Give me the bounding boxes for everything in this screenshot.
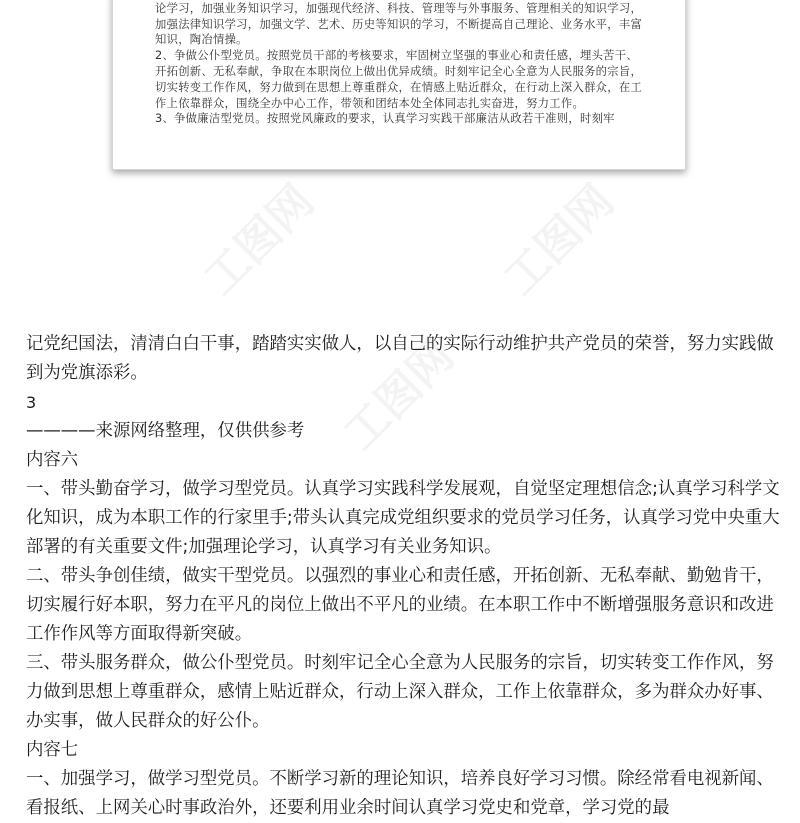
paragraph: 一、带头勤奋学习，做学习型党员。认真学习实践科学发展观，自觉坚定理想信念;认真学习科学文化知识，成为本职工作的行家里手;带头认真完成党组织要求的党员学习任务，认真学习党中央重大部署的有关重要文件;加强理论学习，认真学习有关业务知识。 <box>26 479 780 557</box>
paragraph: 一、加强学习，做学习型党员。不断学习新的理论知识，培养良好学习习惯。除经常看电视新闻、看报纸、上网关心时事政治外，还要利用业余时间认真学习党史和党章，学习党的最 <box>26 769 774 818</box>
paragraph-continuation: 记党纪国法，清清白白干事，踏踏实实做人，以自己的实际行动维护共产党员的荣誉，努力实践做到为党旗添彩。 <box>26 334 774 383</box>
preview-text <box>155 0 647 127</box>
page-number: 3 <box>26 393 37 412</box>
paragraph: 二、带头争创佳绩，做实干型党员。以强烈的事业心和责任感，开拓创新、无私奉献、勤勉肯干，切实履行好本职，努力在平凡的岗位上做出不平凡的业绩。在本职工作中不断增强服务意识和改进工作作风等方面取得新突破。 <box>26 566 774 644</box>
preview-paragraph-1: 论学习，加强业务知识学习，加强现代经济、科技、管理等与外事服务、管理相关的知识学习，加强法律知识学习，加强文学、艺术、历史等知识的学习，不断提高自己理论、业务水平，丰富知识，陶冶情操。 <box>155 1 643 47</box>
source-note: ————来源网络整理，仅供供参考 <box>26 421 305 441</box>
embedded-document-preview <box>112 0 686 170</box>
document-body <box>26 330 782 823</box>
preview-paragraph-3: 3、争做廉洁型党员。按照党风廉政的要求，认真学习实践干部廉洁从政若干准则，时刻牢 <box>155 112 615 126</box>
section-heading: 内容七 <box>26 740 79 760</box>
watermark: 工图网 <box>194 175 324 305</box>
preview-paragraph-2: 2、争做公仆型党员。按照党员干部的考核要求，牢固树立坚强的事业心和责任感，埋头苦干、开拓创新、无私奉献，争取在本职岗位上做出优异成绩。时刻牢记全心全意为人民服务的宗旨，切实转变工作作风，努力做到在思想上尊重群众，在情感上贴近群众，在行动上深入群众，在工作上依靠群众，围绕全办中心工作，带领和团结本处全体同志扎实奋进，努力工作。 <box>155 49 643 110</box>
watermark: 工图网 <box>494 175 624 305</box>
watermark: 工图网 <box>334 330 464 460</box>
section-heading: 内容六 <box>26 450 79 470</box>
paragraph: 三、带头服务群众，做公仆型党员。时刻牢记全心全意为人民服务的宗旨，切实转变工作作风，努力做到思想上尊重群众，感情上贴近群众，行动上深入群众，工作上依靠群众，多为群众办好事、办实事，做人民群众的好公仆。 <box>26 653 774 731</box>
